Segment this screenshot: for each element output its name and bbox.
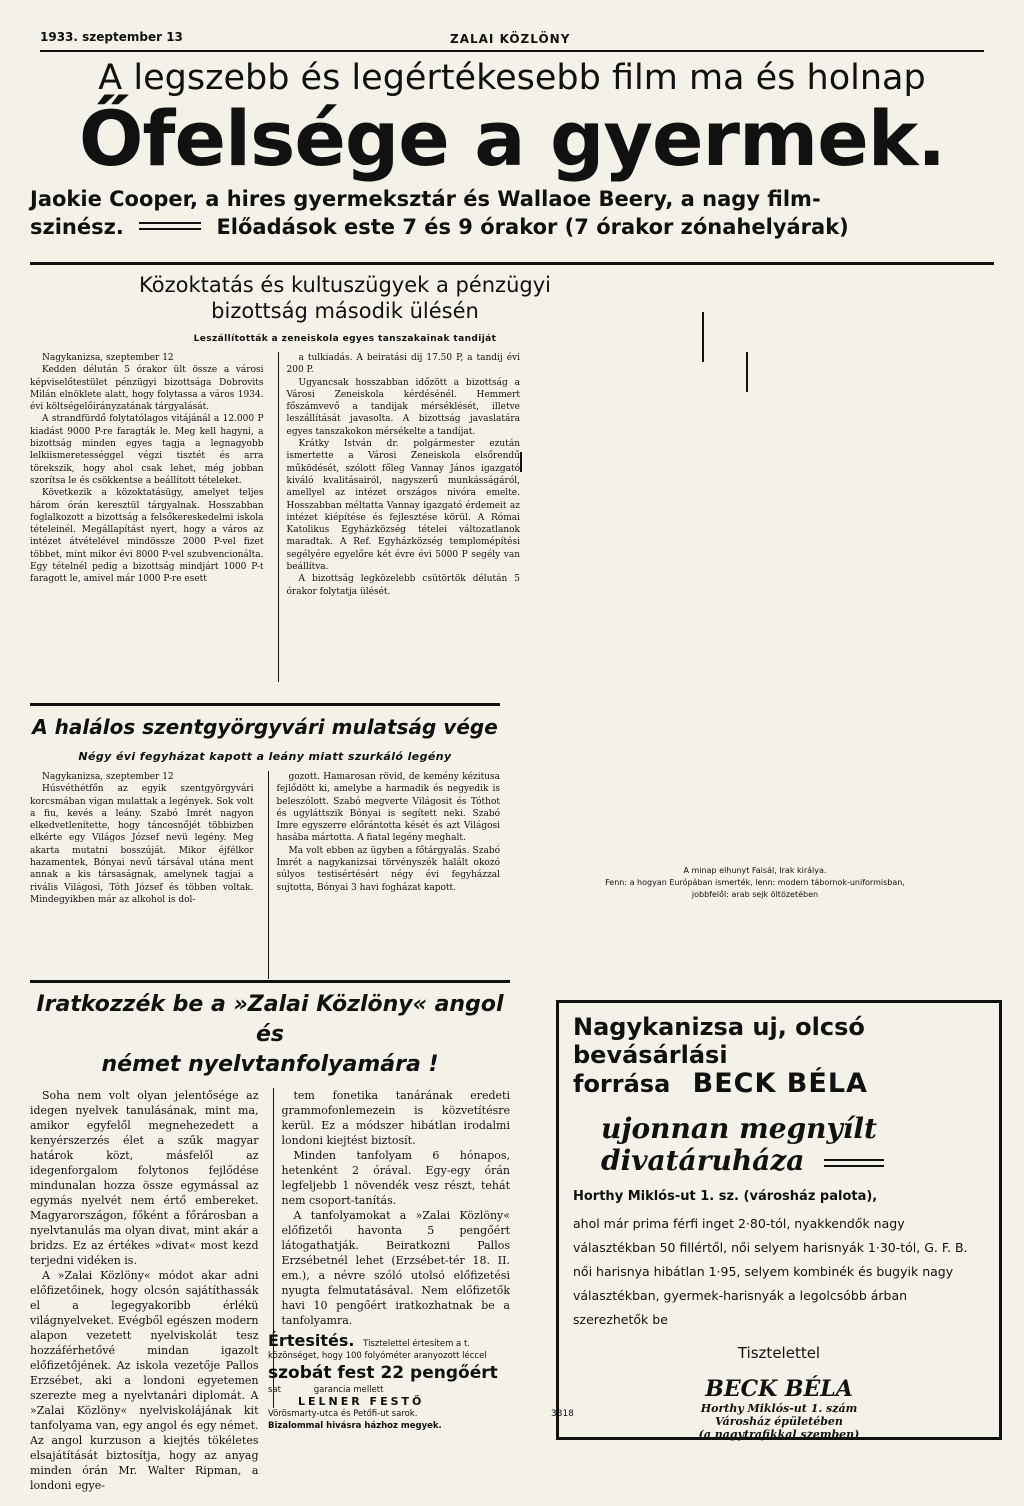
- issue-date: 1933. szeptember 13: [40, 30, 183, 44]
- beck-ad-store: divatáruháza: [601, 1144, 805, 1177]
- notice-heading: [268, 1331, 504, 1362]
- notice-painter-name: LELNER FESTŐ: [298, 1395, 425, 1408]
- photo-detail: [520, 452, 522, 472]
- film-advertisement: [30, 58, 994, 241]
- article3-column1: [30, 1088, 259, 1506]
- beck-ad-signature: BECK BÉLA: [705, 1376, 853, 1402]
- film-tagline: A legszebb és legértékesebb film ma és holnap: [98, 58, 926, 98]
- beck-ad-address: Horthy Miklós-ut 1. sz. (városház palota),: [573, 1189, 878, 1204]
- caption-line: jobbfelől: arab sejk öltözetében: [691, 890, 819, 899]
- section-rule: [30, 980, 510, 983]
- painter-notice: [268, 1331, 504, 1432]
- film-credits-line2: [30, 213, 994, 241]
- article1-kicker: Leszállították a zeneiskola egyes tanszakainak tandiját: [193, 334, 497, 344]
- paragraph: gozott. Hamarosan rövid, de kemény kézitusa fejlődött ki, amelybe a harmadik és negyedik is beleszólott. Szabó megverte Világosit és Tóthot és ugyláttszik Bónyai is segített neki. Szabó Imre egyszerre előrántotta kését és azt Világosi hasába mártotta. A fiatal legény meghalt.: [276, 772, 500, 844]
- section-rule: [30, 703, 500, 706]
- notice-prefix: sat: [268, 1385, 281, 1395]
- beck-ad-body: ahol már prima férfi inget 2·80-tól, nyakkendők nagy választékban 50 fillértől, női selyem harisnyák 1·30-tól, G. F. B. női harisnya hibátlan 1·95, selyem kombinék és bugyik nagy választékban, gyermek-harisnyák a legolcsóbb árban szerezhetők be: [573, 1216, 968, 1327]
- article2-kicker: Négy évi fegyházat kapott a leány miatt szurkáló legény: [78, 750, 452, 763]
- notice-guarantee: garancia mellett: [313, 1385, 384, 1395]
- article2-columns: [30, 771, 500, 979]
- notice-footer: Bizalommal hivásra házhoz megyek.: [268, 1421, 442, 1431]
- paragraph: Következik a közoktatásügy, amelyet teljes három órán keresztül tárgyalnak. Hosszabban foglalkozott a bizottság a felsőkereskedelmi iskola tételeinél. Megállapítást nyert, hogy a város az intézet átvételével mindössze 2000 P-vel fizet többet, mint mikor évi 8000 P-vel szubvencionálta. Egy tételnél pedig a bizottság mindjárt 1000 P-t faragott le, amivel már 1000 P-re esett: [30, 488, 264, 585]
- paragraph: Minden tanfolyam 6 hónapos, hetenként 2 órával. Egy-egy órán legfeljebb 1 növendék vesz részt, tehát nem csoport-tanítás.: [281, 1149, 510, 1207]
- beck-ad-line1: Nagykanizsa uj, olcsó bevásárlási: [573, 1013, 865, 1069]
- section-rule: [30, 262, 994, 265]
- masthead: [40, 26, 984, 52]
- film-showtimes: Előadások este 7 és 9 órakor (7 órakor zónahelyárak): [216, 215, 849, 239]
- beck-ad-sig-landmark: (a nagytrafikkal szemben): [698, 1428, 860, 1441]
- paragraph: A bizottság legközelebb csütörtök délután 5 órakor folytatja ülését.: [286, 574, 520, 597]
- beck-ad-line2: [573, 1069, 985, 1099]
- beck-ad-code: 3318: [551, 1409, 574, 1419]
- article1-columns: [30, 352, 520, 682]
- paragraph: a tulkiadás. A beiratási dij 17.50 P, a tandij évi 200 P.: [286, 353, 520, 376]
- beck-ad-newly-opened: ujonnan megnyílt: [601, 1112, 877, 1145]
- paragraph: A tanfolyamokat a »Zalai Közlöny« előfizetői havonta 5 pengőért látogathatják. Beiratkozni Pallos Erzsébetnél lehet (Erzsébet-tér 18. II. em.), a névre szóló utolsó előfizetési nyugta felmutatásával. Nem előfizetők havi 10 pengőért iratkozhatnak be a tanfolyamra.: [281, 1209, 510, 1327]
- article1-headline-line1: Közoktatás és kultuszügyek a pénzügyi: [139, 273, 551, 297]
- film-credits: [30, 185, 994, 241]
- double-rule-separator: [139, 222, 201, 230]
- newspaper-name: ZALAI KÖZLÖNY: [450, 32, 571, 46]
- paragraph: Húsvéthétfőn az egyik szentgyörgyvári korcsmában vigan mulattak a legények. Sok volt a fiu, kevés a leány. Szabó Imrét nagyon elkedvetlenítette, hogy táncosnőjét többizben elkérte egy Világos József nevü legény. Meg akarta mutatni bosszúját. Mikor éjfélkor hazamentek, Bónyai nevű társával utána ment annak a kis társaságnak, amelynek tagjai a rivális Világosi, Tóth József és többen voltak. Mindegyikben már az alkohol is dol-: [30, 784, 254, 905]
- double-rule-separator: [824, 1159, 884, 1167]
- article-szentgyorgyvar: [30, 714, 500, 979]
- beck-ad-brand: BECK BÉLA: [692, 1068, 868, 1099]
- article3-headline: [30, 990, 510, 1080]
- photo-caption: [530, 865, 980, 901]
- caption-line: Fenn: a hogyan Európában ismerték, lenn: modern tábornok-uniformisban,: [605, 878, 905, 887]
- film-credits-line1: Jaokie Cooper, a hires gyermeksztár és Wallaoe Beery, a nagy film-: [30, 187, 821, 211]
- paragraph: tem fonetika tanárának eredeti grammofonlemezein is közvetítésre kerül. Ez a módszer hibátlan irodalmi londoni kiejtést biztosít.: [281, 1089, 510, 1147]
- beck-ad-sig-address: Horthy Miklós-ut 1. szám: [700, 1402, 858, 1415]
- photo-detail: [746, 352, 748, 392]
- notice-offer: szobát fest 22 pengőért: [268, 1363, 498, 1383]
- caption-line: A minap elhunyt Faisál, Irak királya.: [683, 866, 827, 875]
- paragraph: Soha nem volt olyan jelentősége az idegen nyelvek tanulásának, mint ma, amikor egyfelől megnehezedett a kenyérszerzés élet a szűk magyar határok közt, másfelől az idegenforgalom folytonos fejlődése mindunalan hozza össze egymással az egymás nyelvét nem értő embereket. Magyarországon, főként a főrárosban a nyelvtanulás ma olyan divat, mint akár a bridzs. Ez az értékes »divat« most kezd terjedni vidéken is.: [30, 1089, 259, 1267]
- notice-line: Tisztelettel értesítem a t. közönséget, hogy 100 folyóméter aranyozott léccel: [268, 1339, 487, 1361]
- paragraph: Kedden délután 5 órakor ült össze a városi képviselőtestület pénzügyi bizottsága Dobrovits Milán elnöklete alatt, hogy folytassa a város 1934. évi költségelőirányzatának tárgyalását.: [30, 365, 264, 413]
- notice-title: Értesités.: [268, 1331, 355, 1350]
- article3-headline-line2: német nyelvtanfolyamára !: [101, 1052, 439, 1077]
- paragraph: A »Zalai Közlöny« módot akar adni előfizetőinek, hogy olcsón sajátíthassák el a legegyakoribb érlékü világnyelveket. Evégből egészen modern alapon vezetett nyelviskolát tesz hozzáférhetővé mindan igazolt előfizetőjének. Az iskola vezetője Pallos Erzsébet, aki a londoni egyetemen szerezte meg a nyelvtanári diplomát. A »Zalai Közlöny« nyelviskolájának kit tanfolyama van, egy angol és egy német. Az angol kurzuson a kiejtés tökéletes elsajátítását biztosítja, hogy az anyag minden órán Mr. Walter Ripman, a londoni egye-: [30, 1269, 259, 1492]
- article1-column1: [30, 352, 264, 682]
- notice-address: Vörösmarty-utca és Petőfi-ut sarok.: [268, 1409, 418, 1419]
- article2-column1: [30, 771, 254, 979]
- article1-column2: [278, 352, 521, 682]
- photo-detail: [702, 312, 704, 362]
- beck-ad-store-row: [573, 1145, 985, 1177]
- photo-faisal: [520, 272, 994, 832]
- paragraph: Ma volt ebben az ügyben a főtárgyalás. Szabó Imrét a nagykanizsai törvényszék halált okozó súlyos testisértésért négy évi fegyházzal sujtotta, Bónyai 3 havi fogházat kapott.: [276, 845, 500, 893]
- paragraph: Krátky István dr. polgármester ezután ismertette a Városi Zeneiskola elsőrendű működését, szólott főleg Vannay János igazgató kiváló kvalitásairól, nagyszerű munkásságáról, amellyel az intézet országos nivóra emelte. Hosszabban méltatta Vannay igazgató érdemeit az intézet kiépítése és fejlesztése körül. A Római Katolikus Egyházközség tételei változatlanok maradtak. A Ref. Egyházközség templomépítési segélyére egyelőre két évre évi 5000 P segély van beállítva.: [286, 439, 520, 573]
- film-credits-actor: szinész.: [30, 215, 124, 239]
- paragraph: Ugyancsak hosszabban időzött a bizottság a Városi Zeneiskola kérdésénél. Hemmert főszámvevő a tandijak mérséklését, illetve leszállítását javasolta. A bizottság javaslatára egyes tanszakokon mérsékelte a tandíjat.: [286, 377, 520, 437]
- beck-bela-advertisement: [551, 1000, 1002, 1441]
- article2-column2: [268, 771, 501, 979]
- article1-headline-line2: bizottság második ülésén: [211, 299, 479, 323]
- article3-columns: [30, 1088, 510, 1506]
- beck-ad-sig-building: Városház épületében: [715, 1415, 843, 1428]
- beck-ad-source: forrása: [573, 1070, 671, 1098]
- paragraph: Nagykanizsa, szeptember 12: [42, 772, 174, 782]
- paragraph: A strandfürdő folytatólagos vitájánál a 12.000 P kiadást 9000 P-re faragták le. Meg kell hagyni, a bizottság minden egyes tagja a legnagyobb lelkiismeretességgel végzi tisztét és arra törekszik, hogy ahol csak lehet, még jobban szorítsa le és csökkentse a beállított tételeket.: [30, 414, 264, 486]
- beck-ad-greeting: Tisztelettel: [737, 1344, 821, 1362]
- film-title: Őfelsége a gyermek.: [78, 94, 946, 183]
- article2-headline: A halálos szentgyörgyvári mulatság vége: [32, 715, 498, 739]
- paragraph: Nagykanizsa, szeptember 12: [42, 353, 174, 363]
- article3-headline-line1: Iratkozzék be a »Zalai Közlöny« angol és: [36, 992, 504, 1047]
